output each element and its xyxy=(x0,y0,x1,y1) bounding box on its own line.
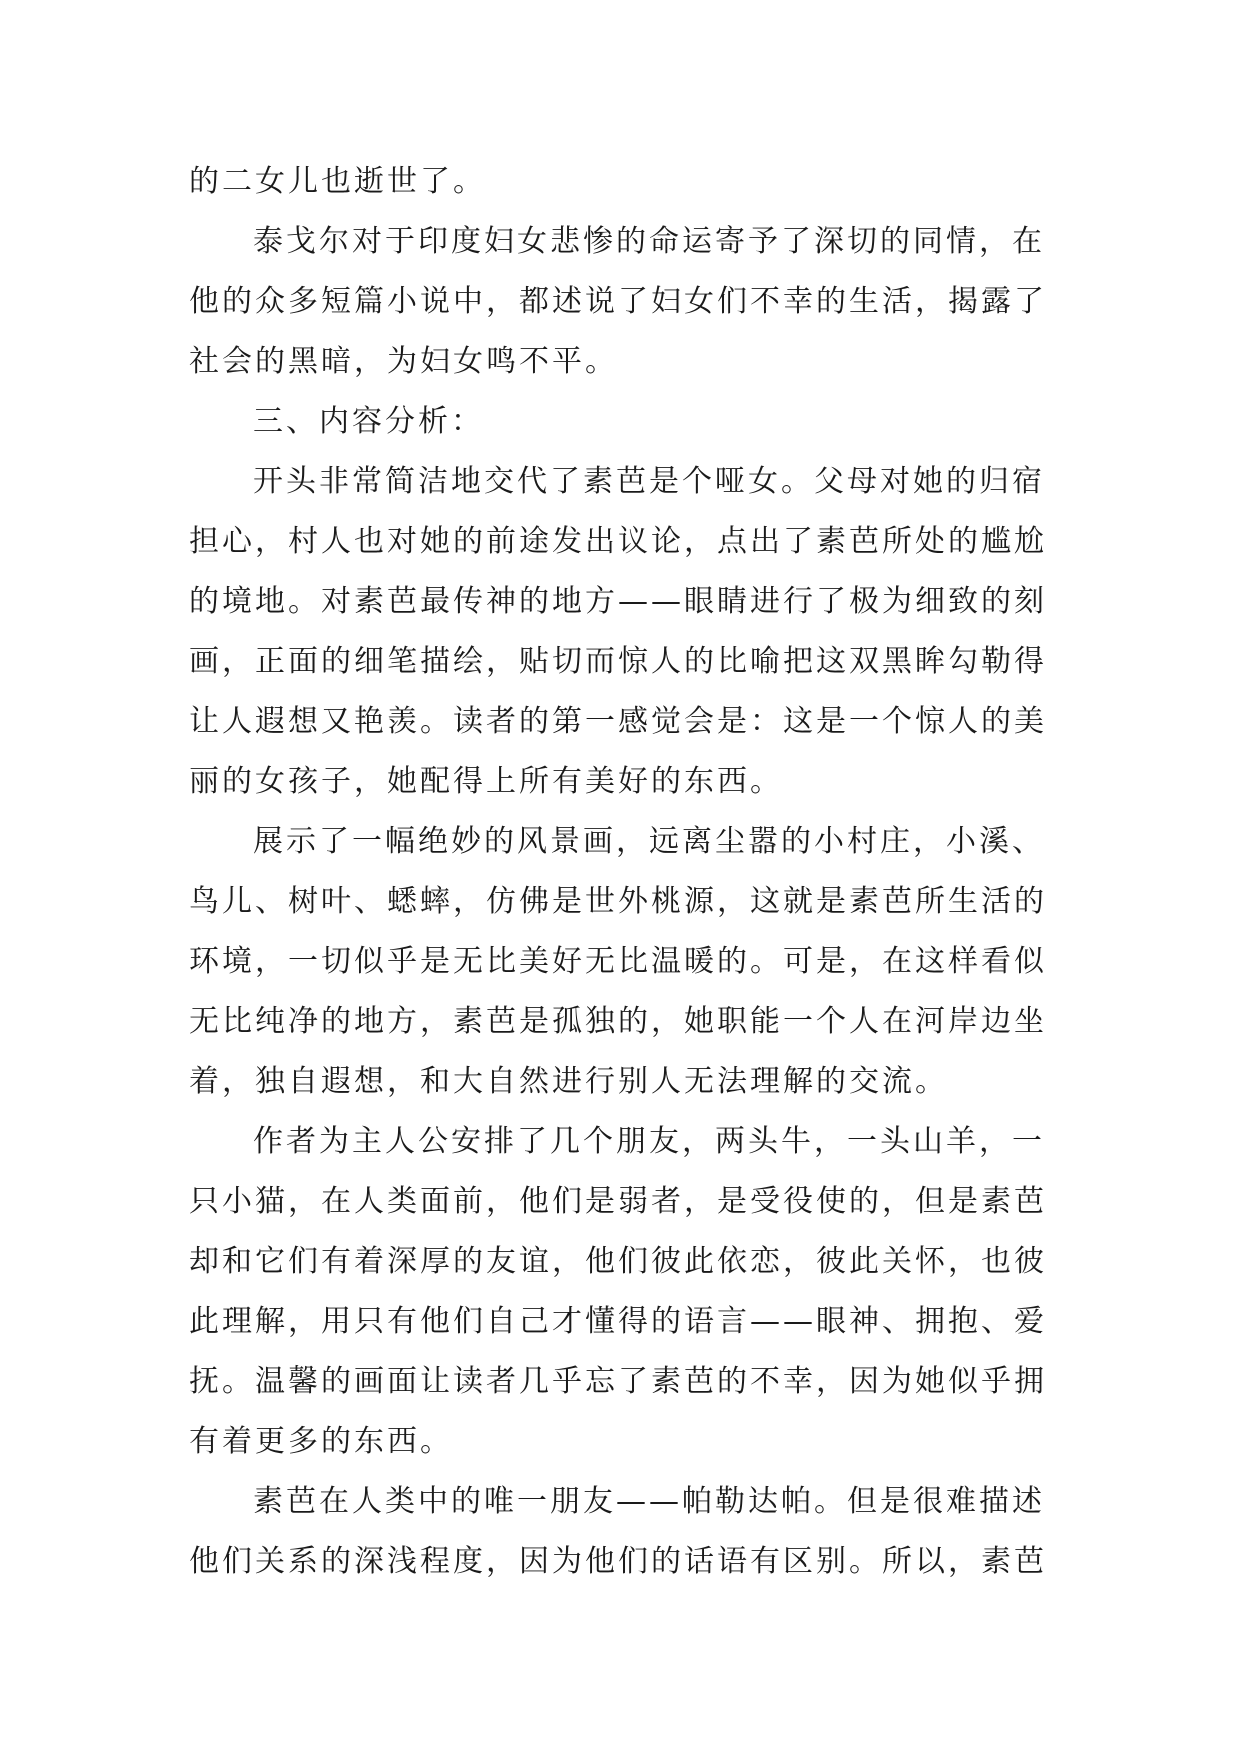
text-line: 抚。温馨的画面让读者几乎忘了素芭的不幸，因为她似乎拥 xyxy=(189,1364,1047,1399)
paragraph xyxy=(189,812,1059,1112)
text-line: 的二女儿也逝世了。 xyxy=(189,164,486,199)
paragraph xyxy=(189,1112,1059,1472)
paragraph xyxy=(189,152,1059,212)
text-line: 着，独自遐想，和大自然进行别人无法理解的交流。 xyxy=(189,1064,948,1099)
text-line: 的境地。对素芭最传神的地方——眼睛进行了极为细致的刻 xyxy=(189,584,1047,619)
text-line: 却和它们有着深厚的友谊，他们彼此依恋，彼此关怀，也彼 xyxy=(189,1244,1047,1279)
text-line: 开头非常简洁地交代了素芭是个哑女。父母对她的归宿 xyxy=(253,464,1045,499)
text-line: 展示了一幅绝妙的风景画，远离尘嚣的小村庄，小溪、 xyxy=(253,824,1045,859)
text-line: 泰戈尔对于印度妇女悲惨的命运寄予了深切的同情，在 xyxy=(253,224,1045,259)
text-line: 此理解，用只有他们自己才懂得的语言——眼神、拥抱、爱 xyxy=(189,1304,1047,1339)
text-line: 无比纯净的地方，素芭是孤独的，她职能一个人在河岸边坐 xyxy=(189,1004,1047,1039)
text-line: 丽的女孩子，她配得上所有美好的东西。 xyxy=(189,764,783,799)
text-line: 社会的黑暗，为妇女鸣不平。 xyxy=(189,344,618,379)
paragraph xyxy=(189,1472,1059,1592)
text-line: 鸟儿、树叶、蟋蟀，仿佛是世外桃源，这就是素芭所生活的 xyxy=(189,884,1047,919)
text-line: 他们关系的深浅程度，因为他们的话语有区别。所以，素芭 xyxy=(189,1544,1047,1579)
text-line: 有着更多的东西。 xyxy=(189,1424,453,1459)
text-line: 素芭在人类中的唯一朋友——帕勒达帕。但是很难描述 xyxy=(253,1484,1045,1519)
text-line: 担心，村人也对她的前途发出议论，点出了素芭所处的尴尬 xyxy=(189,524,1047,559)
text-line: 画，正面的细笔描绘，贴切而惊人的比喻把这双黑眸勾勒得 xyxy=(189,644,1047,679)
section-heading xyxy=(189,392,1059,452)
paragraph xyxy=(189,452,1059,812)
text-line: 只小猫，在人类面前，他们是弱者，是受役使的，但是素芭 xyxy=(189,1184,1047,1219)
text-line: 作者为主人公安排了几个朋友，两头牛，一头山羊，一 xyxy=(253,1124,1045,1159)
text-line: 让人遐想又艳羡。读者的第一感觉会是：这是一个惊人的美 xyxy=(189,704,1047,739)
text-line: 他的众多短篇小说中，都述说了妇女们不幸的生活，揭露了 xyxy=(189,284,1047,319)
text-line: 环境，一切似乎是无比美好无比温暖的。可是，在这样看似 xyxy=(189,944,1047,979)
text-line: 三、内容分析： xyxy=(253,404,484,439)
paragraph xyxy=(189,212,1059,392)
document-body xyxy=(189,152,1059,1592)
